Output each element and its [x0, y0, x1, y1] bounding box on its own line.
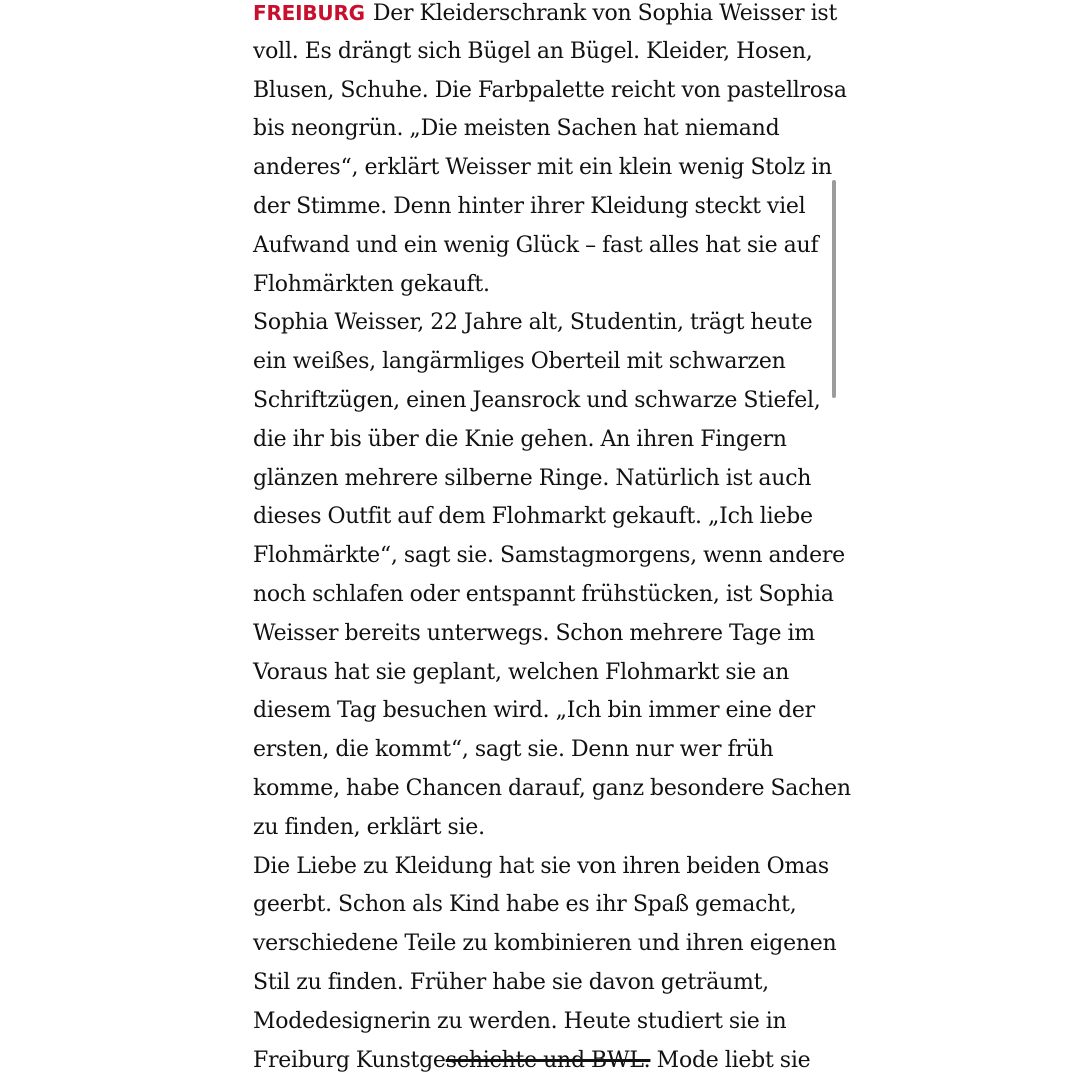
article-line: Blusen, Schuhe. Die Farbpalette reicht von pastellrosa	[253, 77, 847, 103]
article-line: Aufwand und ein wenig Glück – fast alles hat sie auf	[253, 232, 819, 258]
article-line: geerbt. Schon als Kind habe es ihr Spaß gemacht,	[253, 892, 797, 918]
article-line: Modedesignerin zu werden. Heute studiert sie in	[253, 1008, 787, 1034]
last-line-before: Freiburg Kunstge	[253, 1047, 446, 1073]
article-line: diesem Tag besuchen wird. „Ich bin immer eine der	[253, 698, 815, 724]
article-line: anderes“, erklärt Weisser mit ein klein wenig Stolz in	[253, 155, 832, 181]
article-line: ersten, die kommt“, sagt sie. Denn nur wer früh	[253, 737, 774, 763]
article-line	[253, 0, 838, 33]
article-line: dieses Outfit auf dem Flohmarkt gekauft. „Ich liebe	[253, 504, 813, 530]
article-line: bis neongrün. „Die meisten Sachen hat niemand	[253, 116, 780, 142]
struck-text: schichte und BWL.	[445, 1047, 651, 1073]
article-line: Weisser bereits unterwegs. Schon mehrere Tage im	[253, 620, 815, 646]
article-line: Die Liebe zu Kleidung hat sie von ihren beiden Omas	[253, 853, 829, 879]
scrollbar-thumb[interactable]	[832, 180, 836, 398]
article-line: der Stimme. Denn hinter ihrer Kleidung steckt viel	[253, 193, 806, 219]
article-line: komme, habe Chancen darauf, ganz besondere Sachen	[253, 775, 851, 801]
article-line: Stil zu finden. Früher habe sie davon geträumt,	[253, 969, 769, 995]
article-line: Flohmärkte“, sagt sie. Samstagmorgens, wenn andere	[253, 543, 845, 569]
article-line: zu finden, erklärt sie.	[253, 814, 485, 840]
article-line: Schriftzügen, einen Jeansrock und schwarze Stiefel,	[253, 387, 821, 413]
article-line: ein weißes, langärmliges Oberteil mit schwarzen	[253, 349, 786, 375]
article-line: verschiedene Teile zu kombinieren und ihren eigenen	[253, 931, 837, 957]
article-line: noch schlafen oder entspannt frühstücken, ist Sophia	[253, 581, 834, 607]
last-line-after: Mode liebt sie	[650, 1047, 811, 1073]
article-line: voll. Es drängt sich Bügel an Bügel. Kleider, Hosen,	[253, 38, 813, 64]
article-line: Flohmärkten gekauft.	[253, 271, 490, 297]
dateline: FREIBURG	[253, 1, 365, 25]
article-body	[253, 0, 851, 1080]
article-line-text: Der Kleiderschrank von Sophia Weisser ist	[372, 1, 838, 26]
article-line: Sophia Weisser, 22 Jahre alt, Studentin, trägt heute	[253, 310, 813, 336]
article-line: die ihr bis über die Knie gehen. An ihren Fingern	[253, 426, 787, 452]
article-line: Voraus hat sie geplant, welchen Flohmarkt sie an	[253, 659, 790, 685]
article-line-last	[253, 1042, 828, 1080]
article-line: glänzen mehrere silberne Ringe. Natürlich ist auch	[253, 465, 812, 491]
